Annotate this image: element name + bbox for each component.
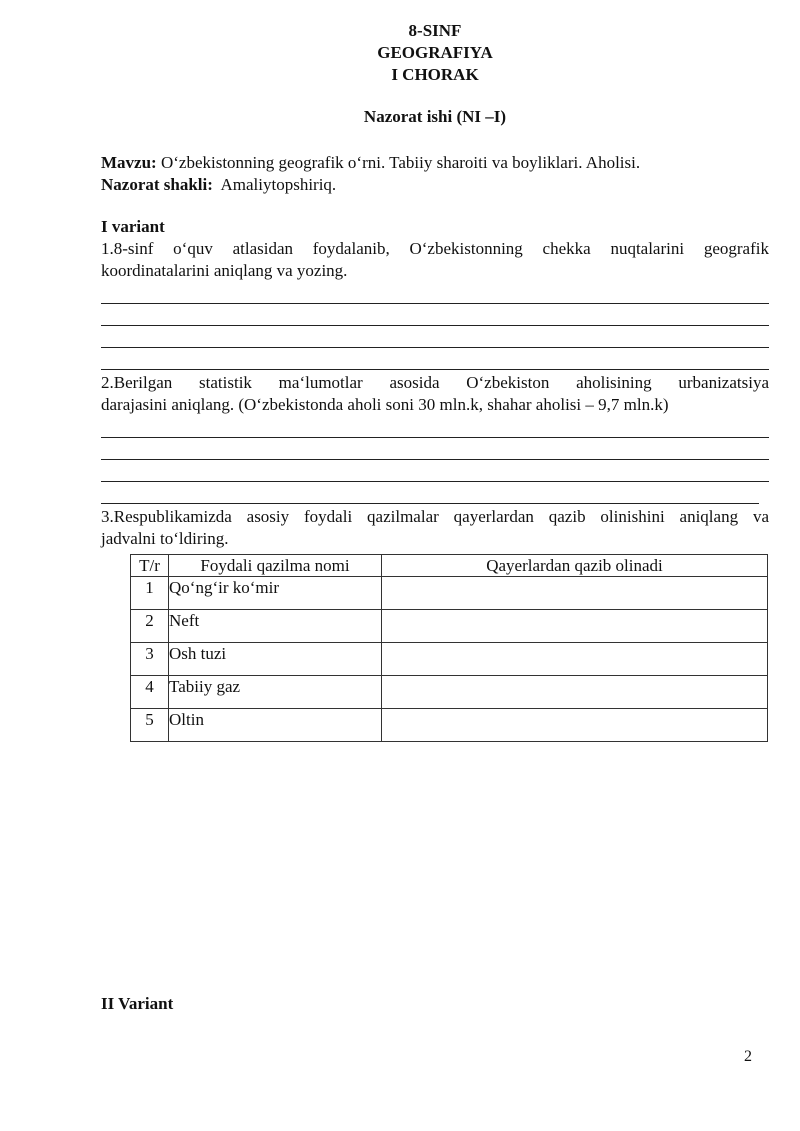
q1-answer-lines xyxy=(101,282,769,370)
location-cell[interactable] xyxy=(382,643,768,676)
question-3 xyxy=(101,506,769,550)
topic-text: O‘zbekistonning geografik o‘rni. Tabiiy sharoiti va boyliklari. Aholisi. xyxy=(160,153,641,172)
mineral-name: Neft xyxy=(169,610,382,643)
answer-line xyxy=(101,326,769,348)
page-number: 2 xyxy=(744,1048,752,1065)
answer-line xyxy=(101,348,769,370)
answer-line xyxy=(101,416,769,438)
table-row xyxy=(131,577,768,610)
minerals-table xyxy=(130,554,768,742)
answer-line xyxy=(101,282,769,304)
q3-line1: 3.Respublikamizda asosiy foydali qazilmalar qayerlardan qazib olinishini aniqlang va xyxy=(101,507,769,526)
question-1 xyxy=(101,238,769,282)
mineral-name: Tabiiy gaz xyxy=(169,676,382,709)
location-cell[interactable] xyxy=(382,709,768,742)
mineral-name: Osh tuzi xyxy=(169,643,382,676)
table-row xyxy=(131,709,768,742)
mineral-name: Qo‘ng‘ir ko‘mir xyxy=(169,577,382,610)
document-page xyxy=(101,20,769,742)
variant2-title: II Variant xyxy=(101,994,174,1013)
table-row xyxy=(131,676,768,709)
row-number: 1 xyxy=(131,577,169,610)
quarter-heading: I CHORAK xyxy=(391,65,479,84)
topic-label: Mavzu: xyxy=(101,153,157,172)
q1-line1: 1.8-sinf o‘quv atlasidan foydalanib, O‘zbekistonning chekka nuqtalarini geografik xyxy=(101,239,769,258)
answer-line xyxy=(101,460,769,482)
q2-line1: 2.Berilgan statistik ma‘lumotlar asosida O‘zbekiston aholisining urbanizatsiya xyxy=(101,373,769,392)
col-header-mineral: Foydali qazilma nomi xyxy=(169,555,382,577)
topic-line xyxy=(101,152,769,174)
table-row xyxy=(131,643,768,676)
meta-block xyxy=(101,152,769,196)
location-cell[interactable] xyxy=(382,577,768,610)
q2-answer-lines xyxy=(101,416,769,504)
answer-line xyxy=(101,482,759,504)
location-cell[interactable] xyxy=(382,676,768,709)
location-cell[interactable] xyxy=(382,610,768,643)
mineral-name: Oltin xyxy=(169,709,382,742)
table-header-row xyxy=(131,555,768,577)
col-header-number: T/r xyxy=(131,555,169,577)
answer-line xyxy=(101,304,769,326)
form-label: Nazorat shakli: xyxy=(101,175,213,194)
row-number: 4 xyxy=(131,676,169,709)
row-number: 5 xyxy=(131,709,169,742)
col-header-location: Qayerlardan qazib olinadi xyxy=(382,555,768,577)
q2-line2: darajasini aniqlang. (O‘zbekistonda aholi soni 30 mln.k, shahar aholisi – 9,7 mln.k) xyxy=(101,395,669,414)
answer-line xyxy=(101,438,769,460)
question-2 xyxy=(101,372,769,416)
row-number: 3 xyxy=(131,643,169,676)
grade-heading: 8-SINF xyxy=(408,21,462,40)
form-text: Amaliytopshiriq. xyxy=(220,175,337,194)
q1-line2: koordinatalarini aniqlang va yozing. xyxy=(101,261,348,280)
table-row xyxy=(131,610,768,643)
subject-heading: GEOGRAFIYA xyxy=(377,43,493,62)
variant1-title: I variant xyxy=(101,217,165,236)
row-number: 2 xyxy=(131,610,169,643)
form-line xyxy=(101,174,769,196)
q3-line2: jadvalni to‘ldiring. xyxy=(101,529,229,548)
work-title: Nazorat ishi (NI –I) xyxy=(363,107,507,126)
